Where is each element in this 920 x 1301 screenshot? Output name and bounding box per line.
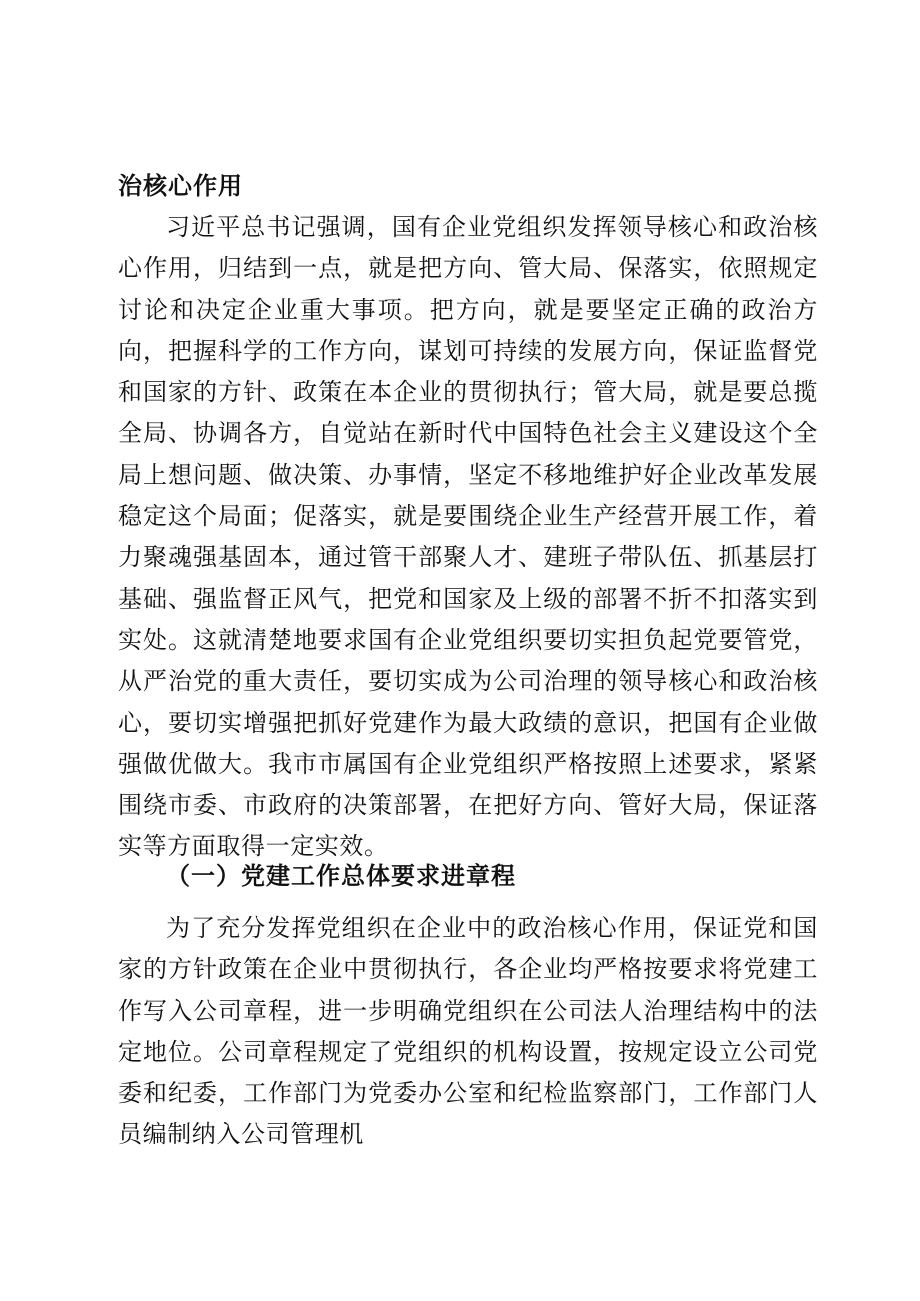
- continued-heading: 治核心作用: [118, 172, 243, 200]
- body-paragraph-1: 习近平总书记强调，国有企业党组织发挥领导核心和政治核心作用，归结到一点，就是把方向、管大局、保落实，依照规定讨论和决定企业重大事项。把方向，就是要坚定正确的政治方向，把握科学的工作方向，谋划可持续的发展方向，保证监督党和国家的方针、政策在本企业的贯彻执行；管大局，就是要总揽全局、协调各方，自觉站在新时代中国特色社会主义建设这个全局上想问题、做决策、办事情，坚定不移地维护好企业改革发展稳定这个局面；促落实，就是要围绕企业生产经营开展工作，着力聚魂强基固本，通过管干部聚人才、建班子带队伍、抓基层打基础、强监督正风气，把党和国家及上级的部署不折不扣落实到实处。这就清楚地要求国有企业党组织要切实担负起党要管党，从严治党的重大责任，要切实成为公司治理的领导核心和政治核心，要切实增强把抓好党建作为最大政绩的意识，把国有企业做强做优做大。我市市属国有企业党组织严格按照上述要求，紧紧围绕市委、市政府的决策部署，在把好方向、管好大局，保证落实等方面取得一定实效。: [118, 213, 818, 861]
- section-heading: （一）党建工作总体要求进章程: [166, 862, 516, 890]
- body-paragraph-2: 为了充分发挥党组织在企业中的政治核心作用，保证党和国家的方针政策在企业中贯彻执行，各企业均严格按要求将党建工作写入公司章程，进一步明确党组织在公司法人治理结构中的法定地位。公司章程规定了党组织的机构设置，按规定设立公司党委和纪委，工作部门为党委办公室和纪检监察部门，工作部门人员编制纳入公司管理机: [118, 914, 818, 1149]
